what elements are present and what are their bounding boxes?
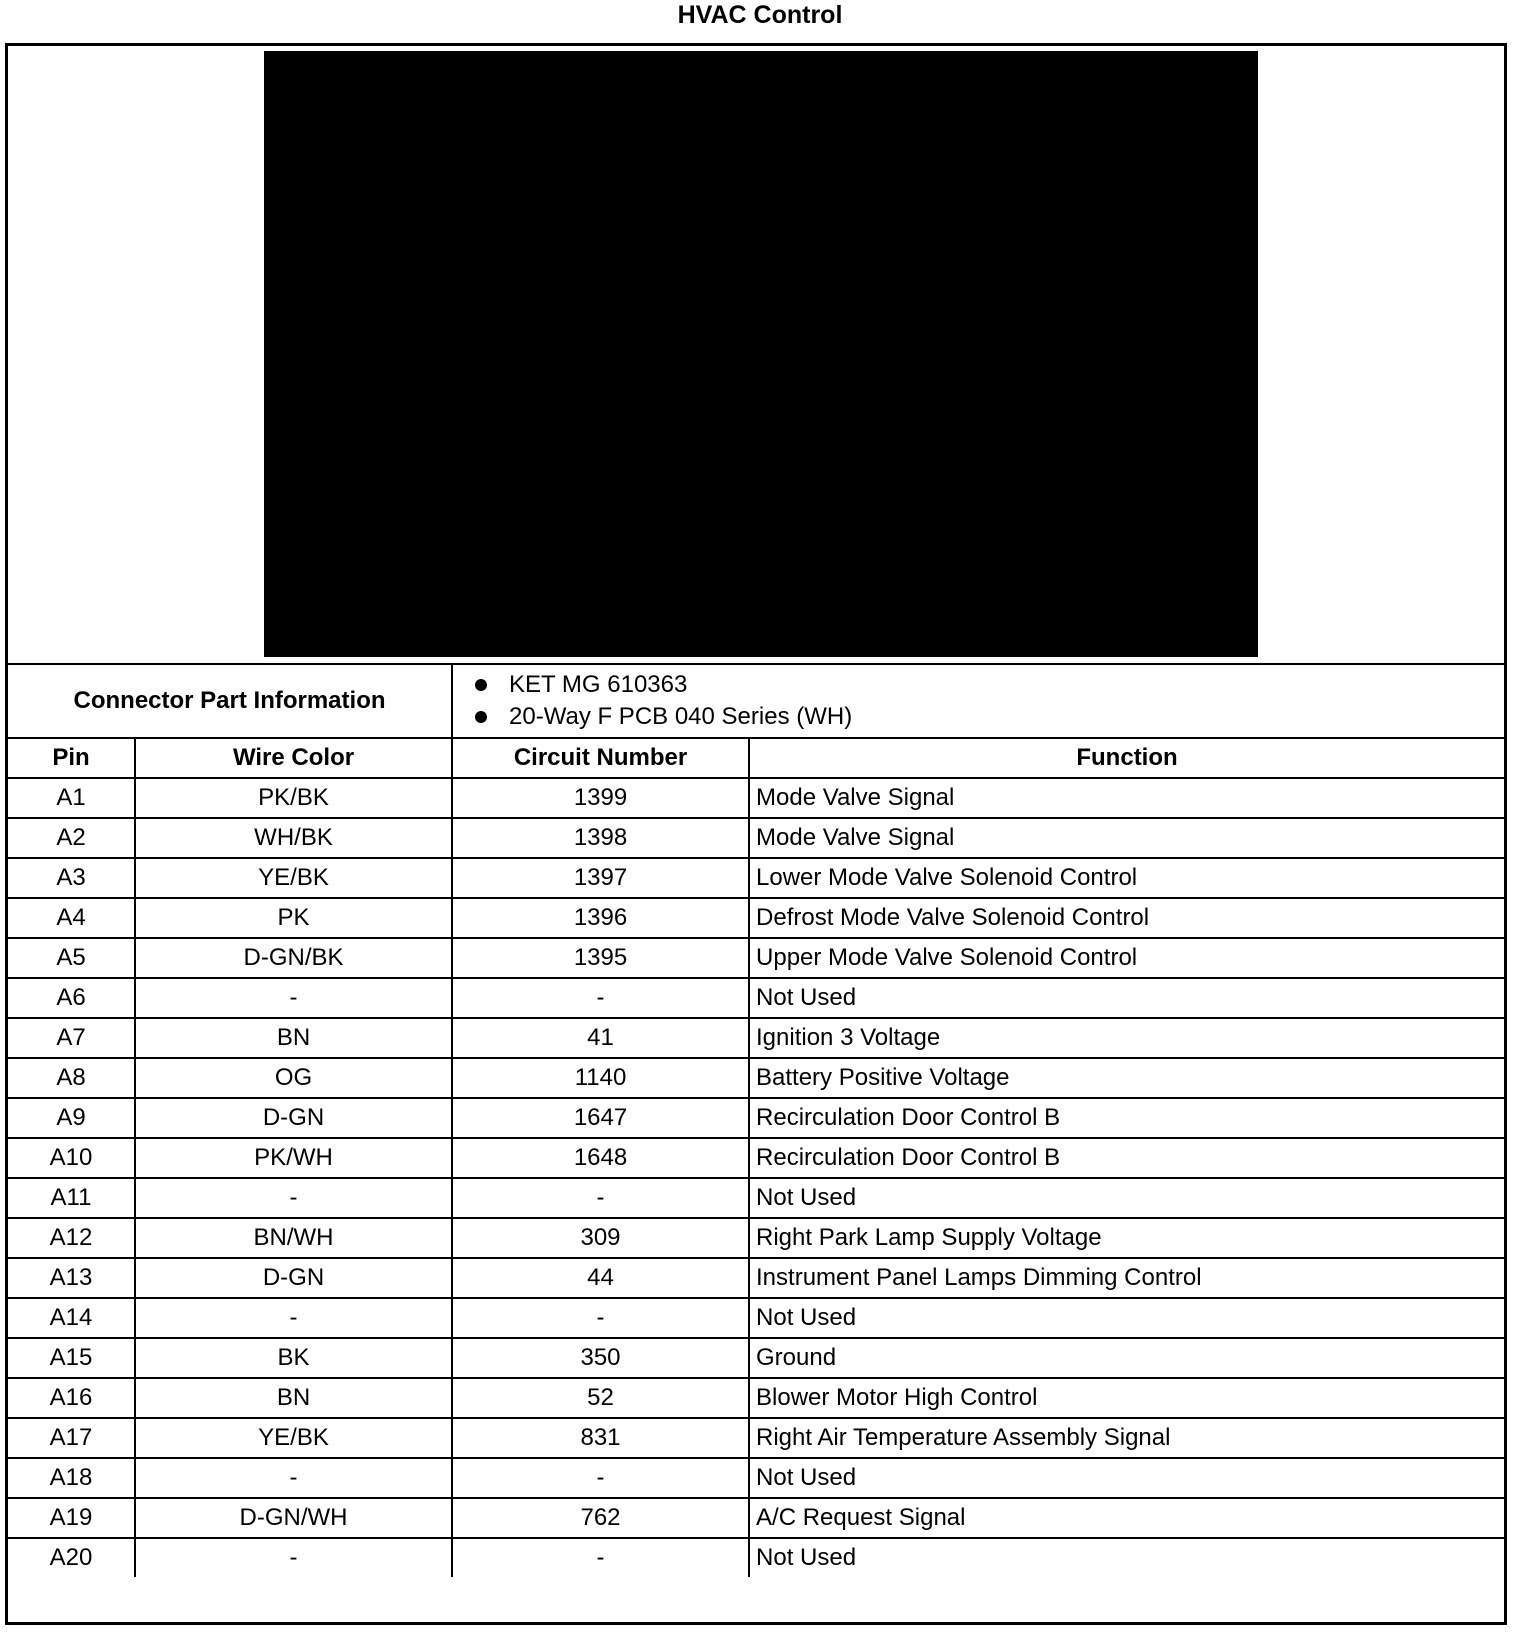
circuit-number-cell: 1648 [452, 1138, 749, 1178]
bullet-icon [475, 679, 487, 691]
wire-color-cell: YE/BK [135, 1418, 452, 1458]
circuit-number-cell: 1140 [452, 1058, 749, 1098]
wire-color-cell: BN [135, 1378, 452, 1418]
function-cell: Defrost Mode Valve Solenoid Control [749, 898, 1504, 938]
function-cell: Not Used [749, 1458, 1504, 1498]
column-header-wire-color: Wire Color [135, 738, 452, 778]
pin-cell: A14 [8, 1298, 135, 1338]
pin-cell: A18 [8, 1458, 135, 1498]
wire-color-cell: - [135, 1298, 452, 1338]
circuit-number-cell: 762 [452, 1498, 749, 1538]
circuit-number-cell: - [452, 978, 749, 1018]
column-header-circuit-number: Circuit Number [452, 738, 749, 778]
pin-cell: A19 [8, 1498, 135, 1538]
function-cell: Mode Valve Signal [749, 818, 1504, 858]
function-cell: Right Park Lamp Supply Voltage [749, 1218, 1504, 1258]
table-row [8, 1498, 1504, 1538]
part-info-item: 20-Way F PCB 040 Series (WH) [475, 701, 1504, 733]
circuit-number-cell: 350 [452, 1338, 749, 1378]
wire-color-cell: BN [135, 1018, 452, 1058]
pin-cell: A13 [8, 1258, 135, 1298]
pin-cell: A9 [8, 1098, 135, 1138]
function-cell: Not Used [749, 1178, 1504, 1218]
wire-color-cell: D-GN/WH [135, 1498, 452, 1538]
function-cell: Right Air Temperature Assembly Signal [749, 1418, 1504, 1458]
pin-cell: A1 [8, 778, 135, 818]
pinout-table [8, 663, 1504, 1577]
table-row [8, 898, 1504, 938]
wire-color-cell: OG [135, 1058, 452, 1098]
wire-color-cell: - [135, 978, 452, 1018]
table-row [8, 778, 1504, 818]
table-row [8, 1138, 1504, 1178]
function-cell: A/C Request Signal [749, 1498, 1504, 1538]
pin-cell: A20 [8, 1538, 135, 1577]
page-title: HVAC Control [677, 1, 843, 29]
circuit-number-cell: 52 [452, 1378, 749, 1418]
wire-color-cell: PK/WH [135, 1138, 452, 1178]
pin-cell: A17 [8, 1418, 135, 1458]
table-header-row [8, 738, 1504, 778]
connector-image-area [8, 46, 1504, 663]
table-row [8, 978, 1504, 1018]
circuit-number-cell: - [452, 1298, 749, 1338]
pin-cell: A2 [8, 818, 135, 858]
circuit-number-cell: 1395 [452, 938, 749, 978]
circuit-number-cell: - [452, 1538, 749, 1577]
function-cell: Not Used [749, 1538, 1504, 1577]
table-row [8, 1218, 1504, 1258]
bullet-icon [475, 711, 487, 723]
circuit-number-cell: 41 [452, 1018, 749, 1058]
wire-color-cell: D-GN [135, 1258, 452, 1298]
table-row [8, 1258, 1504, 1298]
table-row [8, 1178, 1504, 1218]
table-row [8, 1338, 1504, 1378]
connector-part-info-values [452, 664, 1504, 738]
table-row [8, 1298, 1504, 1338]
table-row [8, 1538, 1504, 1577]
pin-cell: A12 [8, 1218, 135, 1258]
wire-color-cell: - [135, 1458, 452, 1498]
pin-cell: A16 [8, 1378, 135, 1418]
function-cell: Upper Mode Valve Solenoid Control [749, 938, 1504, 978]
table-row [8, 1418, 1504, 1458]
pin-cell: A8 [8, 1058, 135, 1098]
circuit-number-cell: - [452, 1458, 749, 1498]
wire-color-cell: PK [135, 898, 452, 938]
circuit-number-cell: 1399 [452, 778, 749, 818]
table-row [8, 1378, 1504, 1418]
circuit-number-cell: 831 [452, 1418, 749, 1458]
pin-cell: A6 [8, 978, 135, 1018]
circuit-number-cell: 1398 [452, 818, 749, 858]
circuit-number-cell: 309 [452, 1218, 749, 1258]
connector-image [264, 51, 1258, 657]
table-row [8, 1458, 1504, 1498]
function-cell: Battery Positive Voltage [749, 1058, 1504, 1098]
pin-cell: A10 [8, 1138, 135, 1178]
table-row [8, 1058, 1504, 1098]
wire-color-cell: PK/BK [135, 778, 452, 818]
function-cell: Ignition 3 Voltage [749, 1018, 1504, 1058]
wire-color-cell: BK [135, 1338, 452, 1378]
wire-color-cell: WH/BK [135, 818, 452, 858]
column-header-function: Function [749, 738, 1504, 778]
pin-cell: A7 [8, 1018, 135, 1058]
pin-cell: A15 [8, 1338, 135, 1378]
table-row [8, 818, 1504, 858]
part-info-item: KET MG 610363 [475, 669, 1504, 701]
function-cell: Mode Valve Signal [749, 778, 1504, 818]
pin-cell: A11 [8, 1178, 135, 1218]
table-row [8, 938, 1504, 978]
function-cell: Not Used [749, 978, 1504, 1018]
pin-cell: A3 [8, 858, 135, 898]
pin-cell: A4 [8, 898, 135, 938]
circuit-number-cell: 1396 [452, 898, 749, 938]
wire-color-cell: YE/BK [135, 858, 452, 898]
connector-part-info-row [8, 664, 1504, 738]
circuit-number-cell: - [452, 1178, 749, 1218]
wire-color-cell: - [135, 1178, 452, 1218]
table-row [8, 1018, 1504, 1058]
wire-color-cell: BN/WH [135, 1218, 452, 1258]
wire-color-cell: D-GN [135, 1098, 452, 1138]
function-cell: Not Used [749, 1298, 1504, 1338]
function-cell: Recirculation Door Control B [749, 1138, 1504, 1178]
circuit-number-cell: 1647 [452, 1098, 749, 1138]
function-cell: Ground [749, 1338, 1504, 1378]
table-row [8, 858, 1504, 898]
wire-color-cell: - [135, 1538, 452, 1577]
connector-frame [5, 43, 1507, 1625]
column-header-pin: Pin [8, 738, 135, 778]
pin-cell: A5 [8, 938, 135, 978]
table-row [8, 1098, 1504, 1138]
function-cell: Instrument Panel Lamps Dimming Control [749, 1258, 1504, 1298]
circuit-number-cell: 44 [452, 1258, 749, 1298]
function-cell: Lower Mode Valve Solenoid Control [749, 858, 1504, 898]
connector-part-info-label: Connector Part Information [8, 664, 452, 738]
function-cell: Recirculation Door Control B [749, 1098, 1504, 1138]
circuit-number-cell: 1397 [452, 858, 749, 898]
wire-color-cell: D-GN/BK [135, 938, 452, 978]
function-cell: Blower Motor High Control [749, 1378, 1504, 1418]
